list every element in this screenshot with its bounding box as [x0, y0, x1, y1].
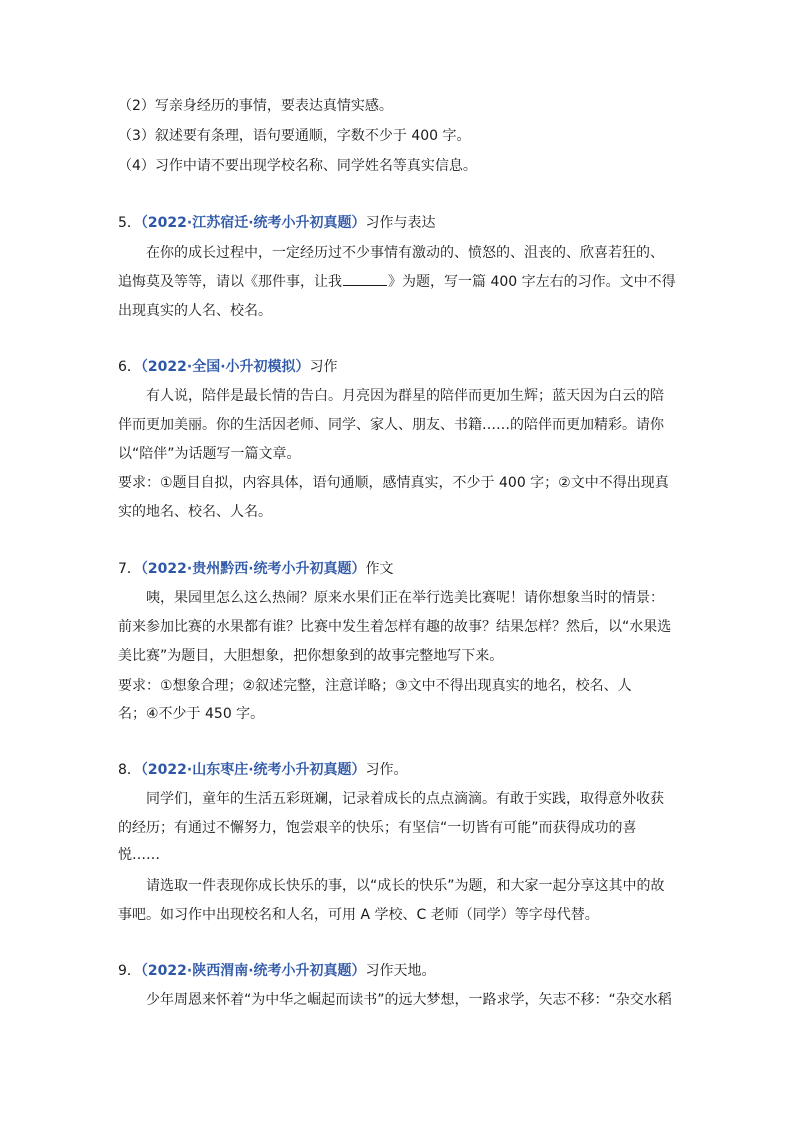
question-title: 习作天地。	[365, 963, 436, 979]
question-title: 习作与表达	[365, 215, 436, 231]
question-7-header	[118, 559, 678, 579]
question-title: 习作	[309, 359, 338, 375]
question-6-line: 伴而更加美丽。你的生活因老师、同学、家人、朋友、书籍……的陪伴而更加精彩。请你	[118, 417, 664, 433]
question-7-line: 前来参加比赛的水果都有谁？比赛中发生着怎样有趣的故事？结果怎样？然后，以“水果选	[118, 619, 672, 635]
question-7-line: 咦，果园里怎么这么热闹？原来水果们正在举行选美比赛呢！请你想象当时的情景：	[146, 590, 664, 606]
question-5-line: 追悔莫及等等，请以《那件事，让我 》为题，写一篇 400 字左右的习作。文中不得	[118, 274, 676, 290]
requirement-line-3: （3）叙述要有条理，语句要通顺，字数不少于 400 字。	[118, 128, 471, 144]
question-6-requirement: 实的地名、校名、人名。	[118, 504, 272, 520]
question-source: （2022·江苏宿迁·统考小升初真题）	[140, 215, 366, 231]
question-8-line: 的经历；有通过不懈努力，饱尝艰辛的快乐；有坚信“一切皆有可能”而获得成功的喜	[118, 820, 637, 836]
question-6-line: 以“陪伴”为话题写一篇文章。	[118, 446, 301, 462]
question-number: 5．	[118, 215, 141, 231]
requirement-line-2: （2）写亲身经历的事情，要表达真情实感。	[118, 98, 393, 114]
question-number: 7．	[118, 561, 141, 577]
question-8-line: 同学们，童年的生活五彩斑斓，记录着成长的点点滴滴。有敢于实践，取得意外收获	[146, 791, 664, 807]
question-6-requirement: 要求：①题目自拟，内容具体，语句通顺，感情真实，不少于 400 字；②文中不得出现真	[118, 475, 669, 491]
question-number: 9．	[118, 963, 141, 979]
question-8-line: 悦……	[118, 847, 160, 863]
question-title: 作文	[365, 561, 394, 577]
question-5-line: 出现真实的人名、校名。	[118, 303, 272, 319]
question-7-line: 美比赛”为题目，大胆想象，把你想象到的故事完整地写下来。	[118, 648, 504, 664]
question-6-line: 有人说，陪伴是最长情的告白。月亮因为群星的陪伴而更加生辉；蓝天因为白云的陪	[146, 388, 664, 404]
question-7-requirement: 名；④不少于 450 字。	[118, 706, 265, 722]
question-7-requirement: 要求：①想象合理；②叙述完整，注意详略；③文中不得出现真实的地名，校名、人	[118, 678, 632, 694]
requirement-line-4: （4）习作中请不要出现学校名称、同学姓名等真实信息。	[118, 158, 477, 174]
question-source: （2022·山东枣庄·统考小升初真题）	[140, 762, 366, 778]
question-9-line: 少年周恩来怀着“为中华之崛起而读书”的远大梦想，一路求学，矢志不移：“杂交水稻	[146, 992, 672, 1008]
question-number: 6．	[118, 359, 141, 375]
question-9-header	[118, 961, 678, 981]
question-title: 习作。	[365, 762, 408, 778]
question-8-line: 请选取一件表现你成长快乐的事，以“成长的快乐”为题，和大家一起分享这其中的故	[146, 878, 665, 894]
question-number: 8．	[118, 762, 141, 778]
question-8-header	[118, 760, 678, 780]
question-6-header	[118, 357, 678, 377]
question-8-line: 事吧。如习作中出现校名和人名，可用 A 学校、C 老师（同学）等字母代替。	[118, 907, 599, 923]
question-source: （2022·陕西渭南·统考小升初真题）	[140, 963, 366, 979]
question-source: （2022·全国·小升初模拟）	[140, 359, 310, 375]
fill-in-blank	[343, 273, 387, 286]
question-5-line: 在你的成长过程中，一定经历过不少事情有激动的、愤怒的、沮丧的、欣喜若狂的、	[146, 245, 664, 261]
question-5-header	[118, 213, 678, 233]
question-source: （2022·贵州黔西·统考小升初真题）	[140, 561, 366, 577]
